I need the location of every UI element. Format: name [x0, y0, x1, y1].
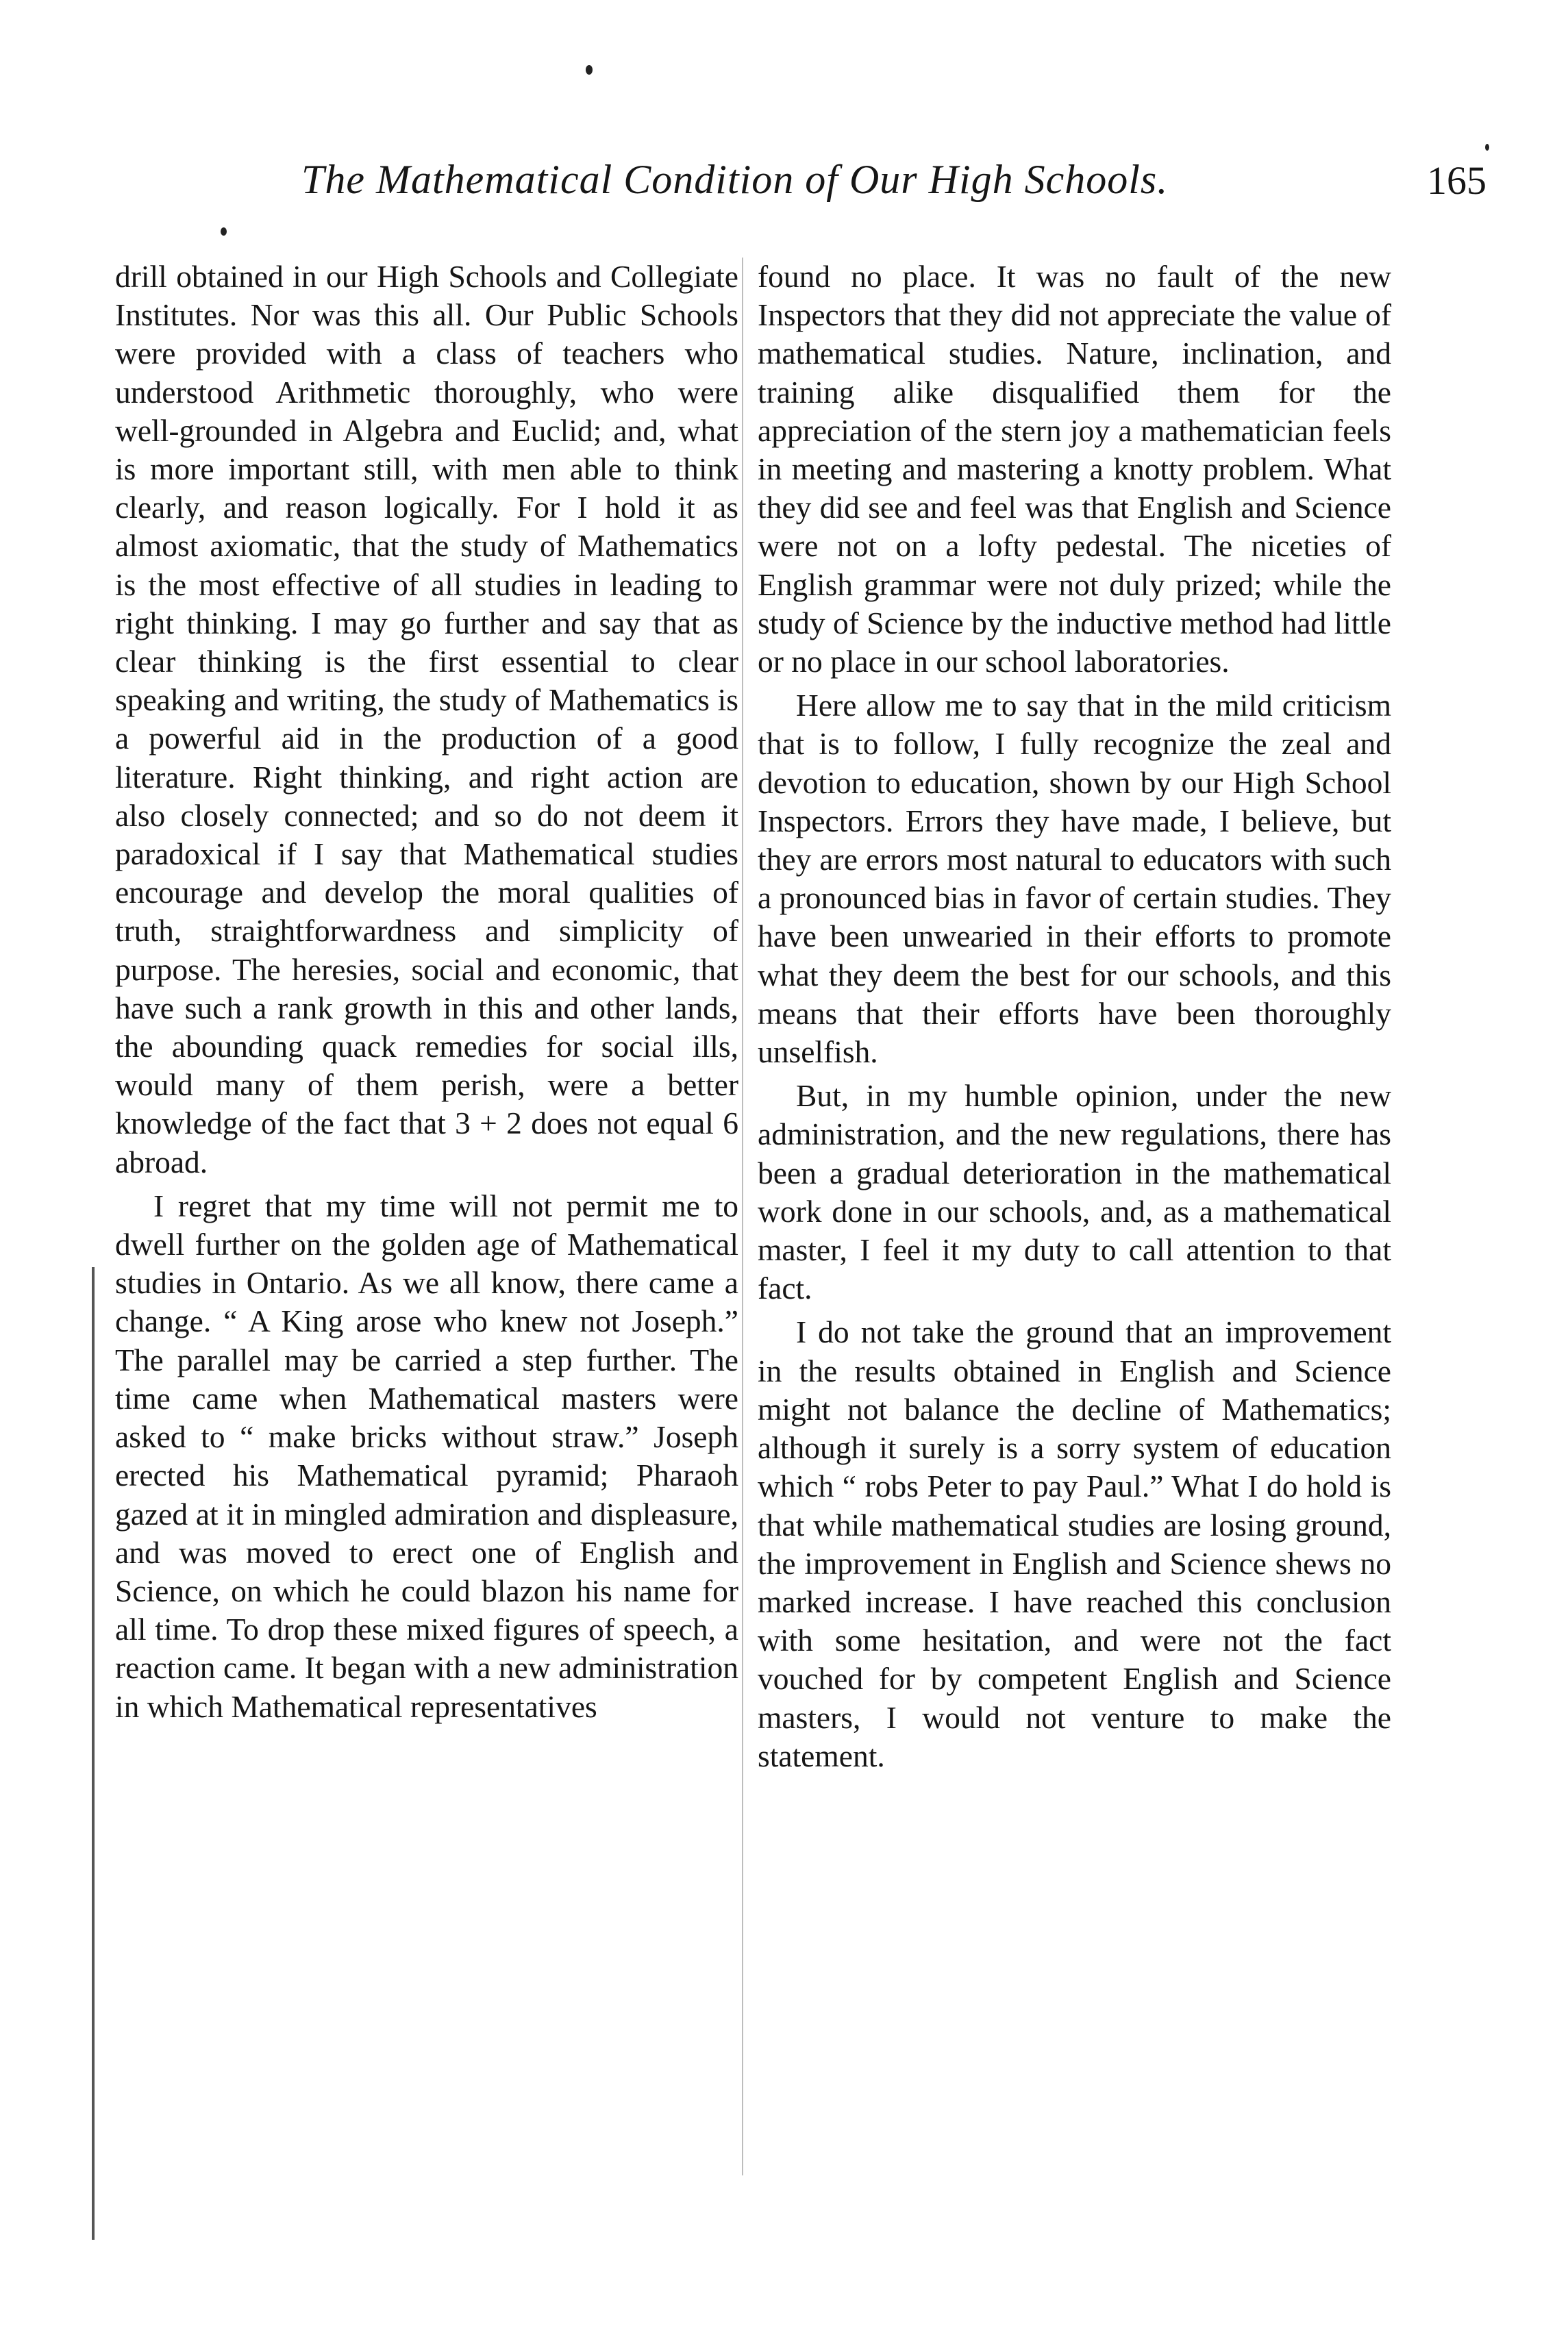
page-number: 165: [1427, 158, 1486, 203]
ink-speck: [1485, 144, 1489, 151]
ink-speck: [221, 227, 227, 236]
running-title: The Mathematical Condition of Our High Schools.: [301, 157, 1169, 202]
paragraph: I regret that my time will not permit me to dwell further on the golden age of Mathematical studies in Ontario. As we all know, there came a change. “ A King arose who knew not Joseph.” The parallel may be carried a step further. The time came when Mathematical masters were asked to “ make bricks without straw.” Joseph erected his Mathematical pyramid; Pharaoh gazed at it in mingled admiration and displeasure, and was moved to erect one of English and Science, on which he could blazon his name for all time. To drop these mixed figures of speech, a reaction came. It began with a new administration in which Mathematical representatives: [115, 1188, 738, 1724]
right-column: [758, 258, 1391, 1775]
paragraph: I do not take the ground that an improvement in the results obtained in English and Science might not balance the decline of Mathematics; although it surely is a sorry system of education which “ robs Peter to pay Paul.” What I do hold is that while mathematical studies are losing ground, the improvement in English and Science shews no marked increase. I have reached this conclusion with some hesitation, and were not the fact vouched for by competent English and Science masters, I would not venture to make the statement.: [758, 1314, 1391, 1773]
column-divider: [742, 258, 743, 2175]
paragraph: found no place. It was no fault of the new Inspectors that they did not appreciate the value of mathematical studies. Nature, inclination, and training alike disqualified them for the appreciation of the stern joy a mathematician feels in meeting and mastering a knotty problem. What they did see and feel was that English and Science were not on a lofty pedestal. The niceties of English grammar were not duly prized; while the study of Science by the inductive method had little or no place in our school laboratories.: [758, 259, 1391, 679]
margin-mark: [92, 1267, 95, 2240]
paragraph: But, in my humble opinion, under the new administration, and the new regulations, there has been a gradual deterioration in the mathematical work done in our schools, and, as a mathematical master, I feel it my duty to call attention to that fact.: [758, 1078, 1391, 1306]
ink-speck: [586, 65, 593, 75]
paragraph: Here allow me to say that in the mild criticism that is to follow, I fully recognize the zeal and devotion to education, shown by our High School Inspectors. Errors they have made, I believe, but they are errors most natural to educators with such a pronounced bias in favor of certain studies. They have been unwearied in their efforts to promote what they deem the best for our schools, and this means that their efforts have been thoroughly unselfish.: [758, 688, 1391, 1070]
running-head: [301, 156, 1486, 218]
left-column: [115, 258, 738, 1726]
paragraph: drill obtained in our High Schools and Collegiate Institutes. Nor was this all. Our Public Schools were provided with a class of teachers who understood Arithmetic thoroughly, who were well-grounded in Algebra and Euclid; and, what is more important still, with men able to think clearly, and reason logically. For I hold it as almost axiomatic, that the study of Mathematics is the most effective of all studies in leading to right thinking. I may go further and say that as clear thinking is the first essential to clear speaking and writing, the study of Mathematics is a powerful aid in the production of a good literature. Right thinking, and right action are also closely connected; and so do not deem it paradoxical if I say that Mathematical studies encourage and develop the moral qualities of truth, straightforwardness and simplicity of purpose. The heresies, social and economic, that have such a rank growth in this and other lands, the abounding quack remedies for social ills, would many of them perish, were a better knowledge of the fact that 3 + 2 does not equal 6 abroad.: [115, 259, 738, 1179]
